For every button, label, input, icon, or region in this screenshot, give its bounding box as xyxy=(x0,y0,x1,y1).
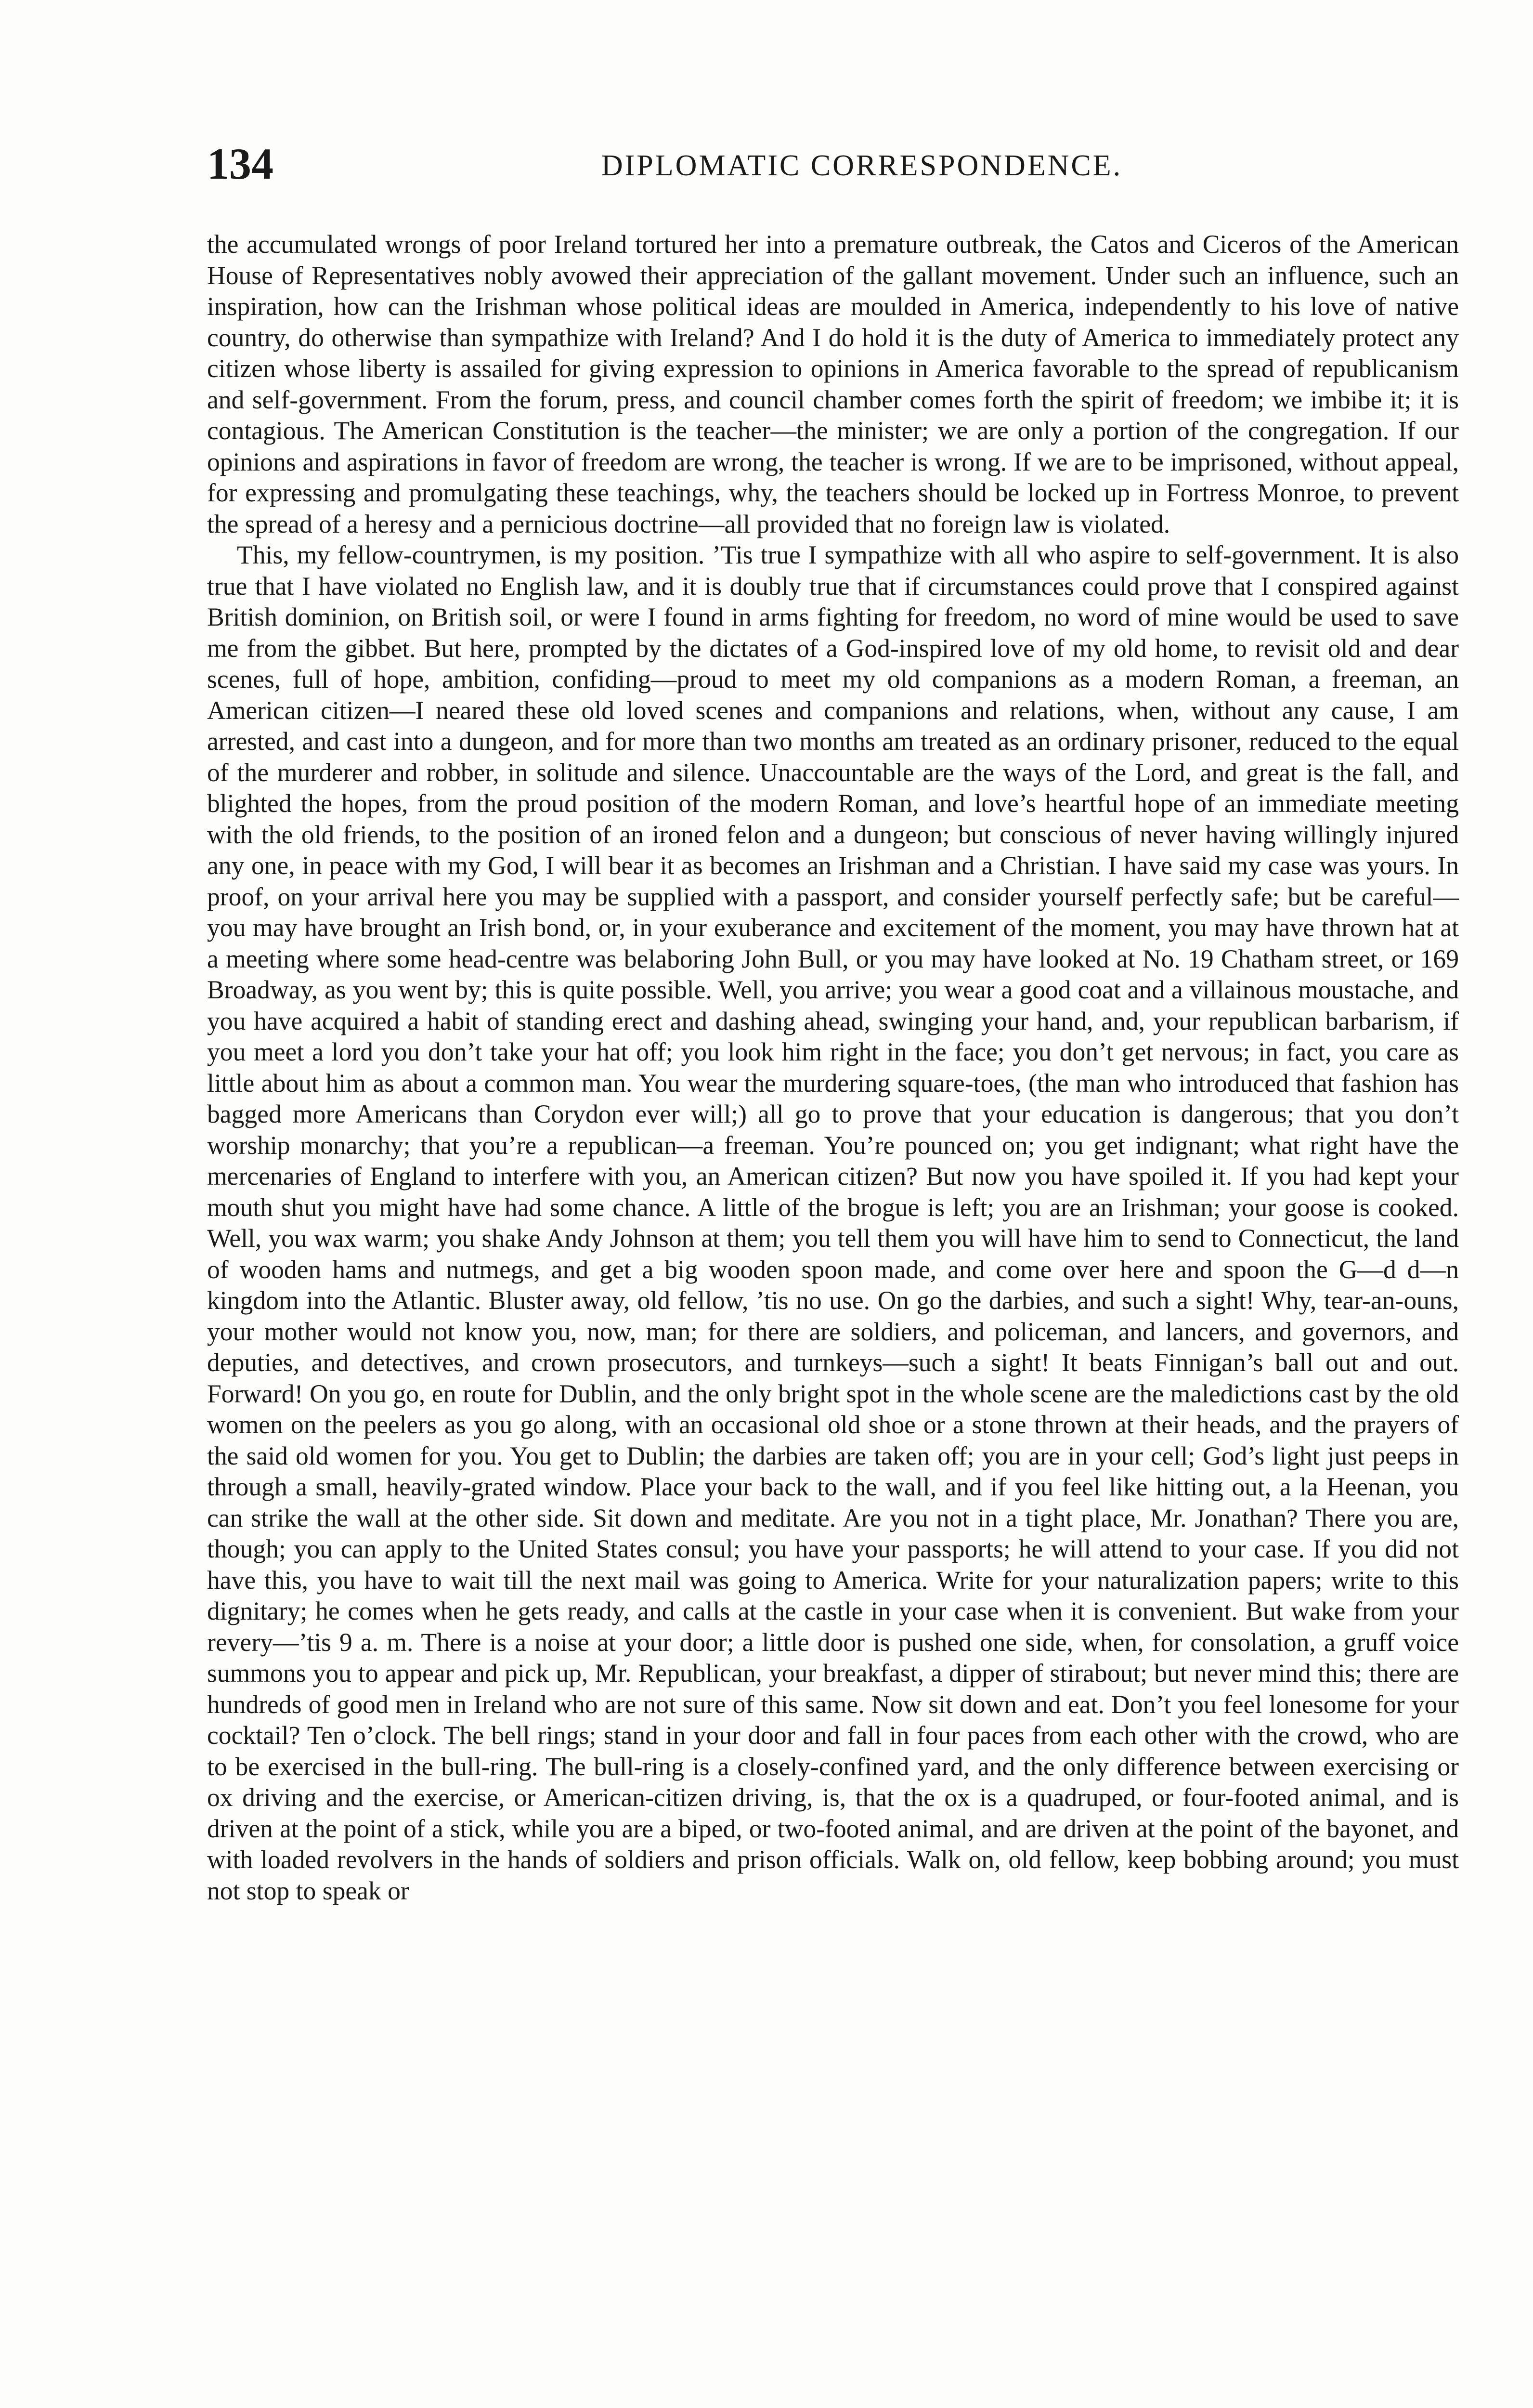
paragraph-continued: the accumulated wrongs of poor Ireland tortured her into a premature outbreak, the Catos and Ciceros of the American House of Representatives nobly avowed their appreciation of the gallant movement. Under such an influence, such an inspiration, how can the Irishman whose political ideas are moulded in America, independently to his love of native country, do otherwise than sympathize with Ireland? And I do hold it is the duty of America to immediately protect any citizen whose liberty is assailed for giving expression to opinions in America favorable to the spread of republicanism and self-government. From the forum, press, and council chamber comes forth the spirit of freedom; we imbibe it; it is contagious. The American Constitution is the teacher—the minister; we are only a portion of the congregation. If our opinions and aspirations in favor of freedom are wrong, the teacher is wrong. If we are to be imprisoned, without appeal, for expressing and promulgating these teachings, why, the teachers should be locked up in Fortress Monroe, to prevent the spread of a heresy and a pernicious doctrine—all provided that no foreign law is violated. xyxy=(207,230,1459,538)
running-title: DIPLOMATIC CORRESPONDENCE. xyxy=(601,149,1123,182)
page-header xyxy=(207,137,1459,195)
page-number: 134 xyxy=(207,139,273,188)
paragraph-position: This, my fellow-countrymen, is my position. ’Tis true I sympathize with all who aspire to self-government. It is also true that I have violated no English law, and it is doubly true that if circumstances could prove that I conspired against British dominion, on British soil, or were I found in arms fighting for freedom, no word of mine would be used to save me from the gibbet. But here, prompted by the dictates of a God-inspired love of my old home, to revisit old and dear scenes, full of hope, ambition, confiding—proud to meet my old companions as a modern Roman, a freeman, an American citizen—I neared these old loved scenes and companions and relations, when, without any cause, I am arrested, and cast into a dungeon, and for more than two months am treated as an ordinary prisoner, reduced to the equal of the murderer and robber, in solitude and silence. Unaccountable are the ways of the Lord, and great is the fall, and blighted the hopes, from the proud position of the modern Roman, and love’s heartful hope of an immediate meeting with the old friends, to the position of an ironed felon and a dungeon; but conscious of never having willingly injured any one, in peace with my God, I will bear it as becomes an Irishman and a Christian. I have said my case was yours. In proof, on your arrival here you may be supplied with a passport, and consider yourself perfectly safe; but be careful—you may have brought an Irish bond, or, in your exuberance and excitement of the moment, you may have thrown hat at a meeting where some head-centre was belaboring John Bull, or you may have looked at No. 19 Chatham street, or 169 Broadway, as you went by; this is quite possible. Well, you arrive; you wear a good coat and a villainous moustache, and you have acquired a habit of standing erect and dashing ahead, swinging your hand, and, your republican barbarism, if you meet a lord you don’t take your hat off; you look him right in the face; you don’t get nervous; in fact, you care as little about him as about a common man. You wear the murdering square-toes, (the man who introduced that fashion has bagged more Americans than Corydon ever will;) all go to prove that your education is dangerous; that you don’t worship monarchy; that you’re a republican—a freeman. You’re pounced on; you get indignant; what right have the mercenaries of England to interfere with you, an American citizen? But now you have spoiled it. If you had kept your mouth shut you might have had some chance. A little of the brogue is left; you are an Irishman; your goose is cooked. Well, you wax warm; you shake Andy Johnson at them; you tell them you will have him to send to Connecticut, the land of wooden hams and nutmegs, and get a big wooden spoon made, and come over here and spoon the G—d d—n kingdom into the Atlantic. Bluster away, old fellow, ’tis no use. On go the darbies, and such a sight! Why, tear-an-ouns, your mother would not know you, now, man; for there are soldiers, and policeman, and lancers, and governors, and deputies, and detectives, and crown prosecutors, and turnkeys—such a sight! It beats Finnigan’s ball out and out. Forward! On you go, en route for Dublin, and the only bright spot in the whole scene are the maledictions cast by the old women on the peelers as you go along, with an occasional old shoe or a stone thrown at their heads, and the prayers of the said old women for you. You get to Dublin; the darbies are taken off; you are in your cell; God’s light just peeps in through a small, heavily-grated window. Place your back to the wall, and if you feel like hitting out, a la Heenan, you can strike the wall at the other side. Sit down and meditate. Are you not in a tight place, Mr. Jonathan? There you are, though; you can apply to the United States consul; you have your passports; he will attend to your case. If you did not have this, you have to wait till the next mail was going to America. Write for your naturalization papers; write to this dignitary; he comes when he gets ready, and calls at the castle in your case when it is convenient. But wake from your revery—’tis 9 a. m. There is a noise at your door; a little door is pushed one side, when, for consolation, a gruff voice summons you to appear and pick up, Mr. Republican, your breakfast, a dipper of stirabout; but never mind this; there are hundreds of good men in Ireland who are not sure of this same. Now sit down and eat. Don’t you feel lonesome for your cocktail? Ten o’clock. The bell rings; stand in your door and fall in four paces from each other with the crowd, who are to be exercised in the bull-ring. The bull-ring is a closely-confined yard, and the only difference between exercising or ox driving and the exercise, or American-citizen driving, is, that the ox is a quadruped, or four-footed animal, and is driven at the point of a stick, while you are a biped, or two-footed animal, and are driven at the point of the bayonet, and with loaded revolvers in the hands of soldiers and prison officials. Walk on, old fellow, keep bobbing around; you must not stop to speak or xyxy=(207,540,1459,1905)
body-text xyxy=(207,229,1459,1906)
